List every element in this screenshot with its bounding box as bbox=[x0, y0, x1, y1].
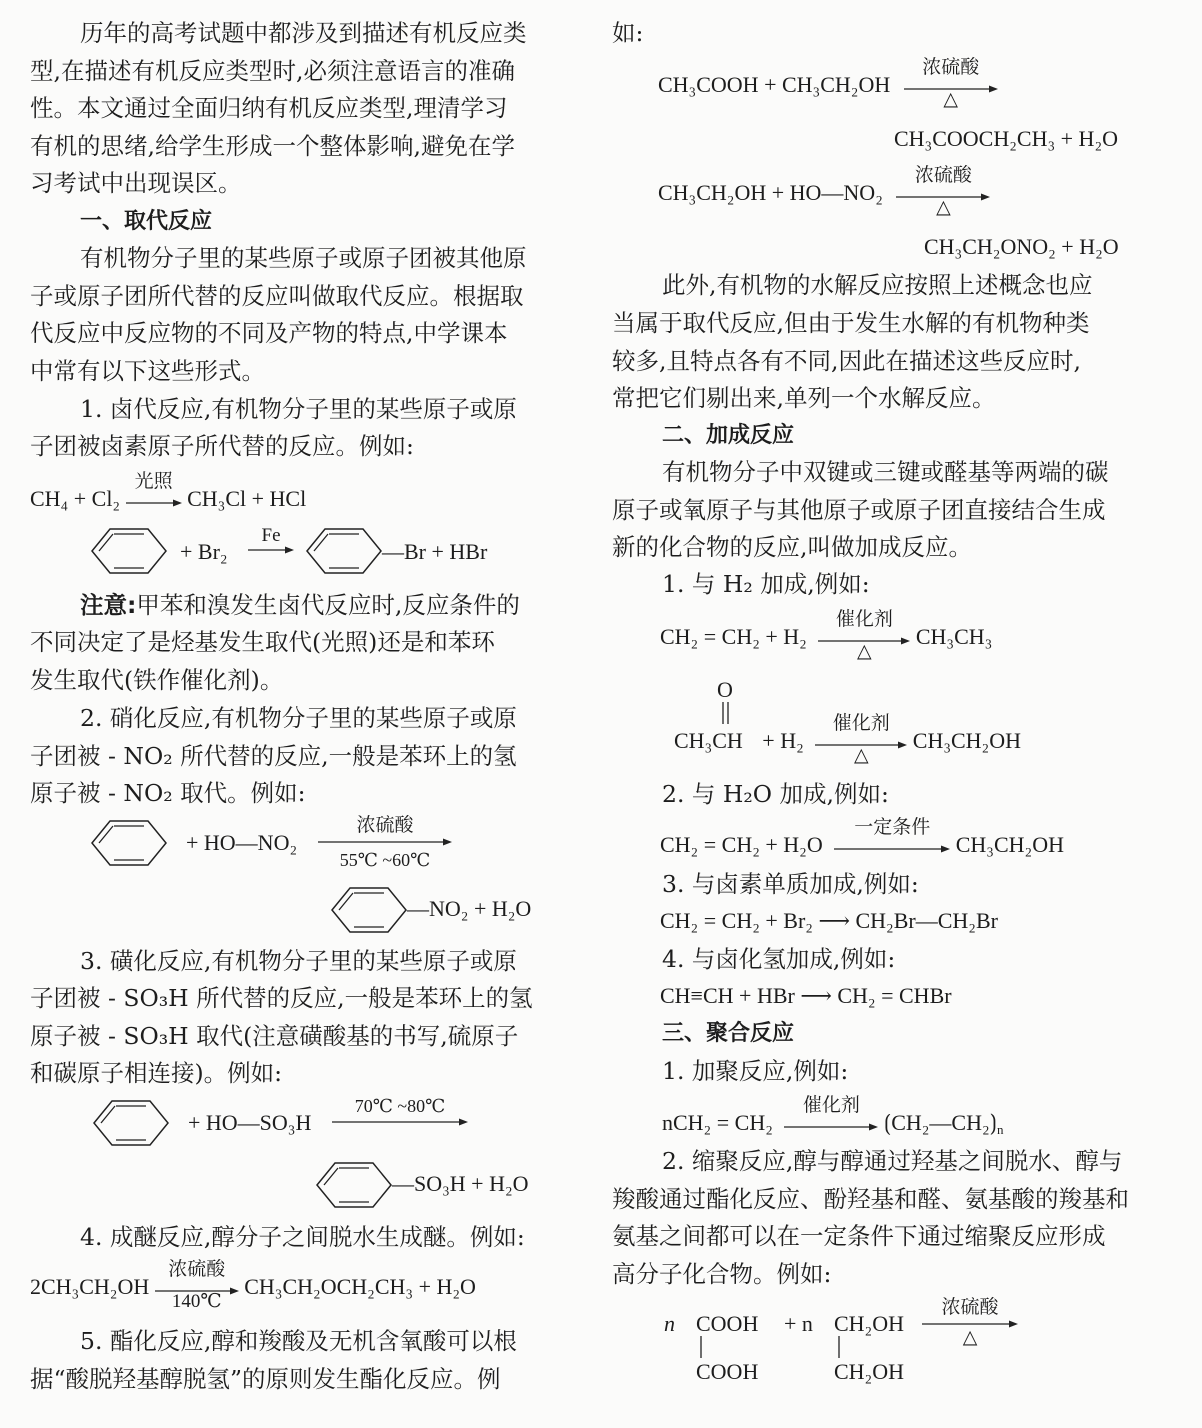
equation-ether bbox=[30, 1258, 476, 1312]
hydrolysis-line: 较多,且特点各有不同,因此在描述这些反应时, bbox=[612, 347, 1081, 375]
glycol-bottom: CH₂OH bbox=[834, 1359, 905, 1384]
reaction-arrow bbox=[922, 1296, 1018, 1348]
condition-text: 催化剂 bbox=[802, 1094, 860, 1116]
reaction-arrow bbox=[126, 470, 182, 516]
def-line: 有机物分子中双键或三键或醛基等两端的碳 bbox=[662, 458, 1109, 486]
para-ether: 4. 成醚反应,醇分子之间脱水生成醚。例如: bbox=[80, 1223, 525, 1251]
poly-heading: 1. 加聚反应,例如: bbox=[662, 1057, 849, 1085]
equation-acetylene-hbr: CH≡CH + HBr ⟶ CH₂ = CHBr bbox=[660, 983, 952, 1008]
poly-line: 羧酸通过酯化反应、酚羟基和醛、氨基酸的羧基和 bbox=[612, 1185, 1129, 1213]
add-halogen-heading: 3. 与卤素单质加成,例如: bbox=[662, 870, 919, 898]
equation-esterification-acetic bbox=[658, 56, 998, 110]
coef-n: n bbox=[664, 1311, 675, 1336]
condition-text: 浓硫酸 bbox=[168, 1258, 226, 1280]
benzenesulfonic-ring-icon bbox=[315, 1160, 393, 1210]
section-heading-addition: 二、加成反应 bbox=[662, 423, 795, 448]
condition-text: 催化剂 bbox=[832, 712, 890, 734]
add-h2-heading: 1. 与 H₂ 加成,例如: bbox=[662, 570, 870, 598]
condition-text: 浓硫酸 bbox=[914, 164, 972, 186]
equation-addition-polymerization bbox=[662, 1094, 1004, 1140]
condition-text: 55℃ ~60℃ bbox=[339, 850, 431, 870]
continuation-line: 如: bbox=[612, 19, 644, 47]
condition-text: 140℃ bbox=[171, 1290, 222, 1312]
def-line: 子或原子团所代替的反应叫做取代反应。根据取 bbox=[30, 282, 524, 310]
reaction-arrow bbox=[904, 56, 998, 110]
eq-reagent: + HO—NO₂ bbox=[186, 830, 298, 855]
para-sulfonation: 和碳原子相连接)。例如: bbox=[30, 1059, 283, 1087]
note-line: 不同决定了是烃基发生取代(光照)还是和苯环 bbox=[30, 628, 495, 656]
note-line bbox=[30, 590, 562, 620]
degree-n: n bbox=[997, 1122, 1004, 1137]
para-sulfonation: 3. 磺化反应,有机物分子里的某些原子或原 bbox=[80, 947, 517, 975]
para-halogenation: 1. 卤代反应,有机物分子里的某些原子或原 bbox=[80, 395, 517, 423]
condition-text: 浓硫酸 bbox=[941, 1297, 999, 1318]
note-label: 注意: bbox=[80, 591, 137, 619]
poly-line: 氨基之间都可以在一定条件下通过缩聚反应形成 bbox=[612, 1222, 1106, 1250]
equation-methane-chlorination bbox=[30, 470, 307, 516]
reaction-arrow bbox=[332, 1094, 468, 1134]
hydrolysis-line: 此外,有机物的水解反应按照上述概念也应 bbox=[662, 271, 1093, 299]
double-bond-icon bbox=[720, 702, 732, 726]
para-esterification: 5. 酯化反应,醇和羧酸及无机含氧酸可以根 bbox=[80, 1327, 517, 1355]
eq-lhs: CH₂ = CH₂ + H₂O bbox=[660, 832, 823, 857]
benzene-ring-icon bbox=[92, 1098, 170, 1148]
single-bond-icon bbox=[698, 1336, 704, 1360]
para-sulfonation: 子团被 - SO₃H 所代替的反应,一般是苯环上的氢 bbox=[30, 984, 533, 1012]
eq-lhs: CH₂ = CH₂ + H₂ bbox=[660, 624, 807, 649]
eq-reagent: + HO—SO₃H bbox=[188, 1110, 312, 1135]
condition-text: 70℃ ~80℃ bbox=[354, 1096, 446, 1116]
reaction-arrow bbox=[818, 608, 910, 662]
eq-rhs: CH₃CH₂OCH₂CH₃ + H₂O bbox=[244, 1274, 476, 1299]
eq-rhs: —SO₃H + H₂O bbox=[392, 1171, 529, 1196]
def-line: 有机物分子里的某些原子或原子团被其他原 bbox=[80, 244, 527, 272]
equation-ethene-h2 bbox=[660, 608, 993, 662]
eq-plus-n: + n bbox=[784, 1311, 813, 1336]
glycol-top: CH₂OH bbox=[834, 1311, 905, 1336]
poly-line: 高分子化合物。例如: bbox=[612, 1260, 832, 1288]
reaction-arrow bbox=[318, 814, 452, 874]
def-line: 中常有以下这些形式。 bbox=[30, 357, 265, 385]
oxalic-bottom: COOH bbox=[696, 1359, 759, 1384]
def-line: 原子或氧原子与其他原子或原子团直接结合生成 bbox=[612, 496, 1106, 524]
eq-rhs: CH₃CH₂OH bbox=[955, 832, 1064, 857]
note-text: 甲苯和溴发生卤代反应时,反应条件的 bbox=[136, 591, 520, 619]
eq-rhs: —NO₂ + H₂O bbox=[407, 896, 532, 921]
para-halogenation: 子团被卤素原子所代替的反应。例如: bbox=[30, 432, 414, 460]
para-nitration: 2. 硝化反应,有机物分子里的某些原子或原 bbox=[80, 704, 517, 732]
nitrobenzene-ring-icon bbox=[330, 885, 408, 935]
condition-text: Fe bbox=[261, 525, 281, 546]
eq-lhs: CH₃CH bbox=[674, 728, 743, 753]
condition-text: 一定条件 bbox=[854, 816, 931, 838]
intro-line: 型,在描述有机反应类型时,必须注意语言的准确 bbox=[30, 57, 515, 85]
para-nitration: 子团被 - NO₂ 所代替的反应,一般是苯环上的氢 bbox=[30, 742, 517, 770]
eq-lhs: nCH₂ = CH₂ bbox=[662, 1110, 773, 1135]
condition-text: △ bbox=[962, 1327, 978, 1348]
add-h2o-heading: 2. 与 H₂O 加成,例如: bbox=[662, 780, 889, 808]
eq-reagent: + H₂ bbox=[762, 728, 804, 753]
hydrolysis-line: 当属于取代反应,但由于发生水解的有机物种类 bbox=[612, 309, 1090, 337]
intro-line: 性。本文通过全面归纳有机反应类型,理清学习 bbox=[30, 94, 508, 122]
poly-line: 2. 缩聚反应,醇与醇通过羟基之间脱水、醇与 bbox=[662, 1147, 1123, 1175]
benzene-ring-icon bbox=[90, 526, 168, 576]
intro-line: 有机的思绪,给学生形成一个整体影响,避免在学 bbox=[30, 132, 515, 160]
para-nitration: 原子被 - NO₂ 取代。例如: bbox=[30, 779, 306, 807]
carbonyl-oxygen: O bbox=[717, 677, 733, 702]
eq-rhs: ⟮CH₂—CH₂⟯ bbox=[883, 1110, 997, 1135]
section-heading-polymerization: 三、聚合反应 bbox=[662, 1021, 795, 1046]
def-line: 新的化合物的反应,叫做加成反应。 bbox=[612, 533, 972, 561]
eq-lhs: CH₄ + Cl₂ bbox=[30, 486, 121, 511]
reaction-arrow bbox=[248, 526, 294, 566]
eq-lhs: 2CH₃CH₂OH bbox=[30, 1274, 150, 1299]
reaction-arrow bbox=[834, 816, 950, 862]
para-esterification: 据“酸脱羟基醇脱氢”的原则发生酯化反应。例 bbox=[30, 1365, 501, 1393]
eq-rhs: CH₃COOCH₂CH₃ + H₂O bbox=[894, 126, 1118, 151]
eq-reagent: + Br₂ bbox=[180, 539, 228, 564]
equation-ethene-h2o bbox=[660, 816, 1064, 862]
eq-rhs: CH₃Cl + HCl bbox=[187, 486, 307, 511]
condition-text: △ bbox=[853, 744, 869, 766]
condition-text: 光照 bbox=[134, 470, 173, 492]
condition-text: △ bbox=[857, 640, 872, 662]
add-hx-heading: 4. 与卤化氢加成,例如: bbox=[662, 945, 896, 973]
eq-rhs: CH₃CH₂OH bbox=[912, 728, 1022, 753]
eq-rhs: CH₃CH₂ONO₂ + H₂O bbox=[924, 234, 1119, 259]
equation-aldehyde-h2 bbox=[674, 712, 1022, 766]
eq-rhs: CH₃CH₃ bbox=[915, 624, 993, 649]
condition-text: 浓硫酸 bbox=[356, 815, 414, 836]
reaction-arrow bbox=[815, 712, 907, 766]
single-bond-icon bbox=[836, 1336, 842, 1360]
reaction-arrow bbox=[896, 164, 990, 218]
condition-text: △ bbox=[943, 88, 959, 110]
eq-rhs: —Br + HBr bbox=[382, 539, 488, 564]
intro-line: 历年的高考试题中都涉及到描述有机反应类 bbox=[80, 19, 527, 47]
def-line: 代反应中反应物的不同及产物的特点,中学课本 bbox=[30, 319, 508, 347]
para-sulfonation: 原子被 - SO₃H 取代(注意磺酸基的书写,硫原子 bbox=[30, 1022, 519, 1050]
condition-text: 催化剂 bbox=[835, 608, 893, 630]
condition-text: 浓硫酸 bbox=[922, 56, 980, 78]
reaction-arrow bbox=[784, 1094, 878, 1140]
note-line: 发生取代(铁作催化剂)。 bbox=[30, 666, 284, 694]
eq-lhs: CH₃COOH + CH₃CH₂OH bbox=[658, 72, 891, 97]
equation-ethene-br2: CH₂ = CH₂ + Br₂ ⟶ CH₂Br—CH₂Br bbox=[660, 908, 998, 933]
benzene-ring-icon bbox=[90, 818, 168, 868]
section-heading-substitution: 一、取代反应 bbox=[80, 209, 213, 234]
condition-text: △ bbox=[936, 196, 951, 218]
eq-lhs: CH₃CH₂OH + HO—NO₂ bbox=[658, 180, 883, 205]
reaction-arrow bbox=[155, 1258, 239, 1312]
oxalic-top: COOH bbox=[696, 1311, 759, 1336]
equation-esterification-nitric bbox=[658, 164, 990, 218]
bromobenzene-ring-icon bbox=[305, 526, 383, 576]
intro-line: 习考试中出现误区。 bbox=[30, 169, 242, 197]
hydrolysis-line: 常把它们剔出来,单列一个水解反应。 bbox=[612, 384, 996, 412]
